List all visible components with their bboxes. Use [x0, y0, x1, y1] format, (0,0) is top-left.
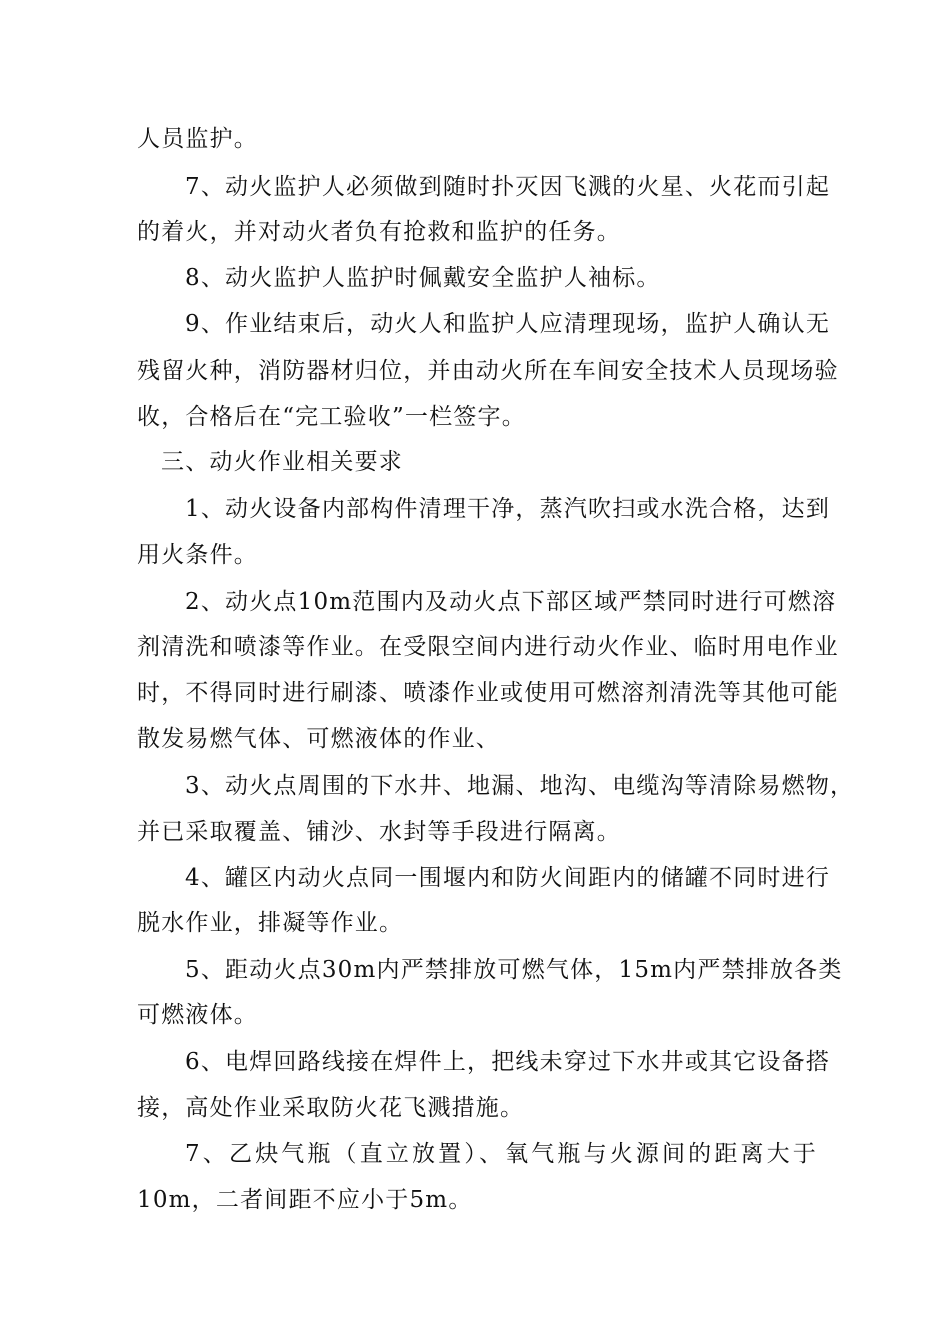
text-line: 5、距动火点30m内严禁排放可燃气体，15m内严禁排放各类: [185, 957, 843, 983]
text-line: 并已采取覆盖、铺沙、水封等手段进行隔离。: [137, 819, 621, 845]
text-line: 人员监护。: [137, 126, 258, 152]
text-line: 6、电焊回路线接在焊件上，把线未穿过下水井或其它设备搭: [185, 1049, 831, 1075]
text-line: 的着火，并对动火者负有抢救和监护的任务。: [137, 219, 621, 245]
text-line: 残留火种，消防器材归位，并由动火所在车间安全技术人员现场验: [137, 358, 839, 384]
text-line: 脱水作业，排凝等作业。: [137, 910, 404, 936]
text-line: 收，合格后在“完工验收”一栏签字。: [137, 404, 526, 430]
text-line: 2、动火点10m范围内及动火点下部区域严禁同时进行可燃溶: [185, 589, 837, 615]
section-heading: 三、动火作业相关要求: [161, 449, 403, 475]
text-line: 4、罐区内动火点同一围堰内和防火间距内的储罐不同时进行: [185, 865, 831, 891]
text-line: 用火条件。: [137, 542, 258, 568]
text-line: 9、作业结束后，动火人和监护人应清理现场，监护人确认无: [185, 311, 831, 337]
text-line: 8、动火监护人监护时佩戴安全监护人袖标。: [185, 265, 661, 291]
text-line: 7、乙炔气瓶（直立放置）、氧气瓶与火源间的距离大于: [185, 1141, 817, 1167]
text-line: 时，不得同时进行刷漆、喷漆作业或使用可燃溶剂清洗等其他可能: [137, 680, 839, 706]
text-line: 7、动火监护人必须做到随时扑灭因飞溅的火星、火花而引起: [185, 174, 831, 200]
text-line: 接，高处作业采取防火花飞溅措施。: [137, 1095, 525, 1121]
text-line: 剂清洗和喷漆等作业。在受限空间内进行动火作业、临时用电作业: [137, 634, 839, 660]
text-line: 3、动火点周围的下水井、地漏、地沟、电缆沟等清除易燃物，: [185, 773, 855, 799]
text-line: 10m，二者间距不应小于5m。: [137, 1187, 473, 1213]
text-line: 1、动火设备内部构件清理干净，蒸汽吹扫或水洗合格，达到: [185, 496, 831, 522]
text-line: 散发易燃气体、可燃液体的作业、: [137, 726, 500, 752]
text-line: 可燃液体。: [137, 1002, 258, 1028]
